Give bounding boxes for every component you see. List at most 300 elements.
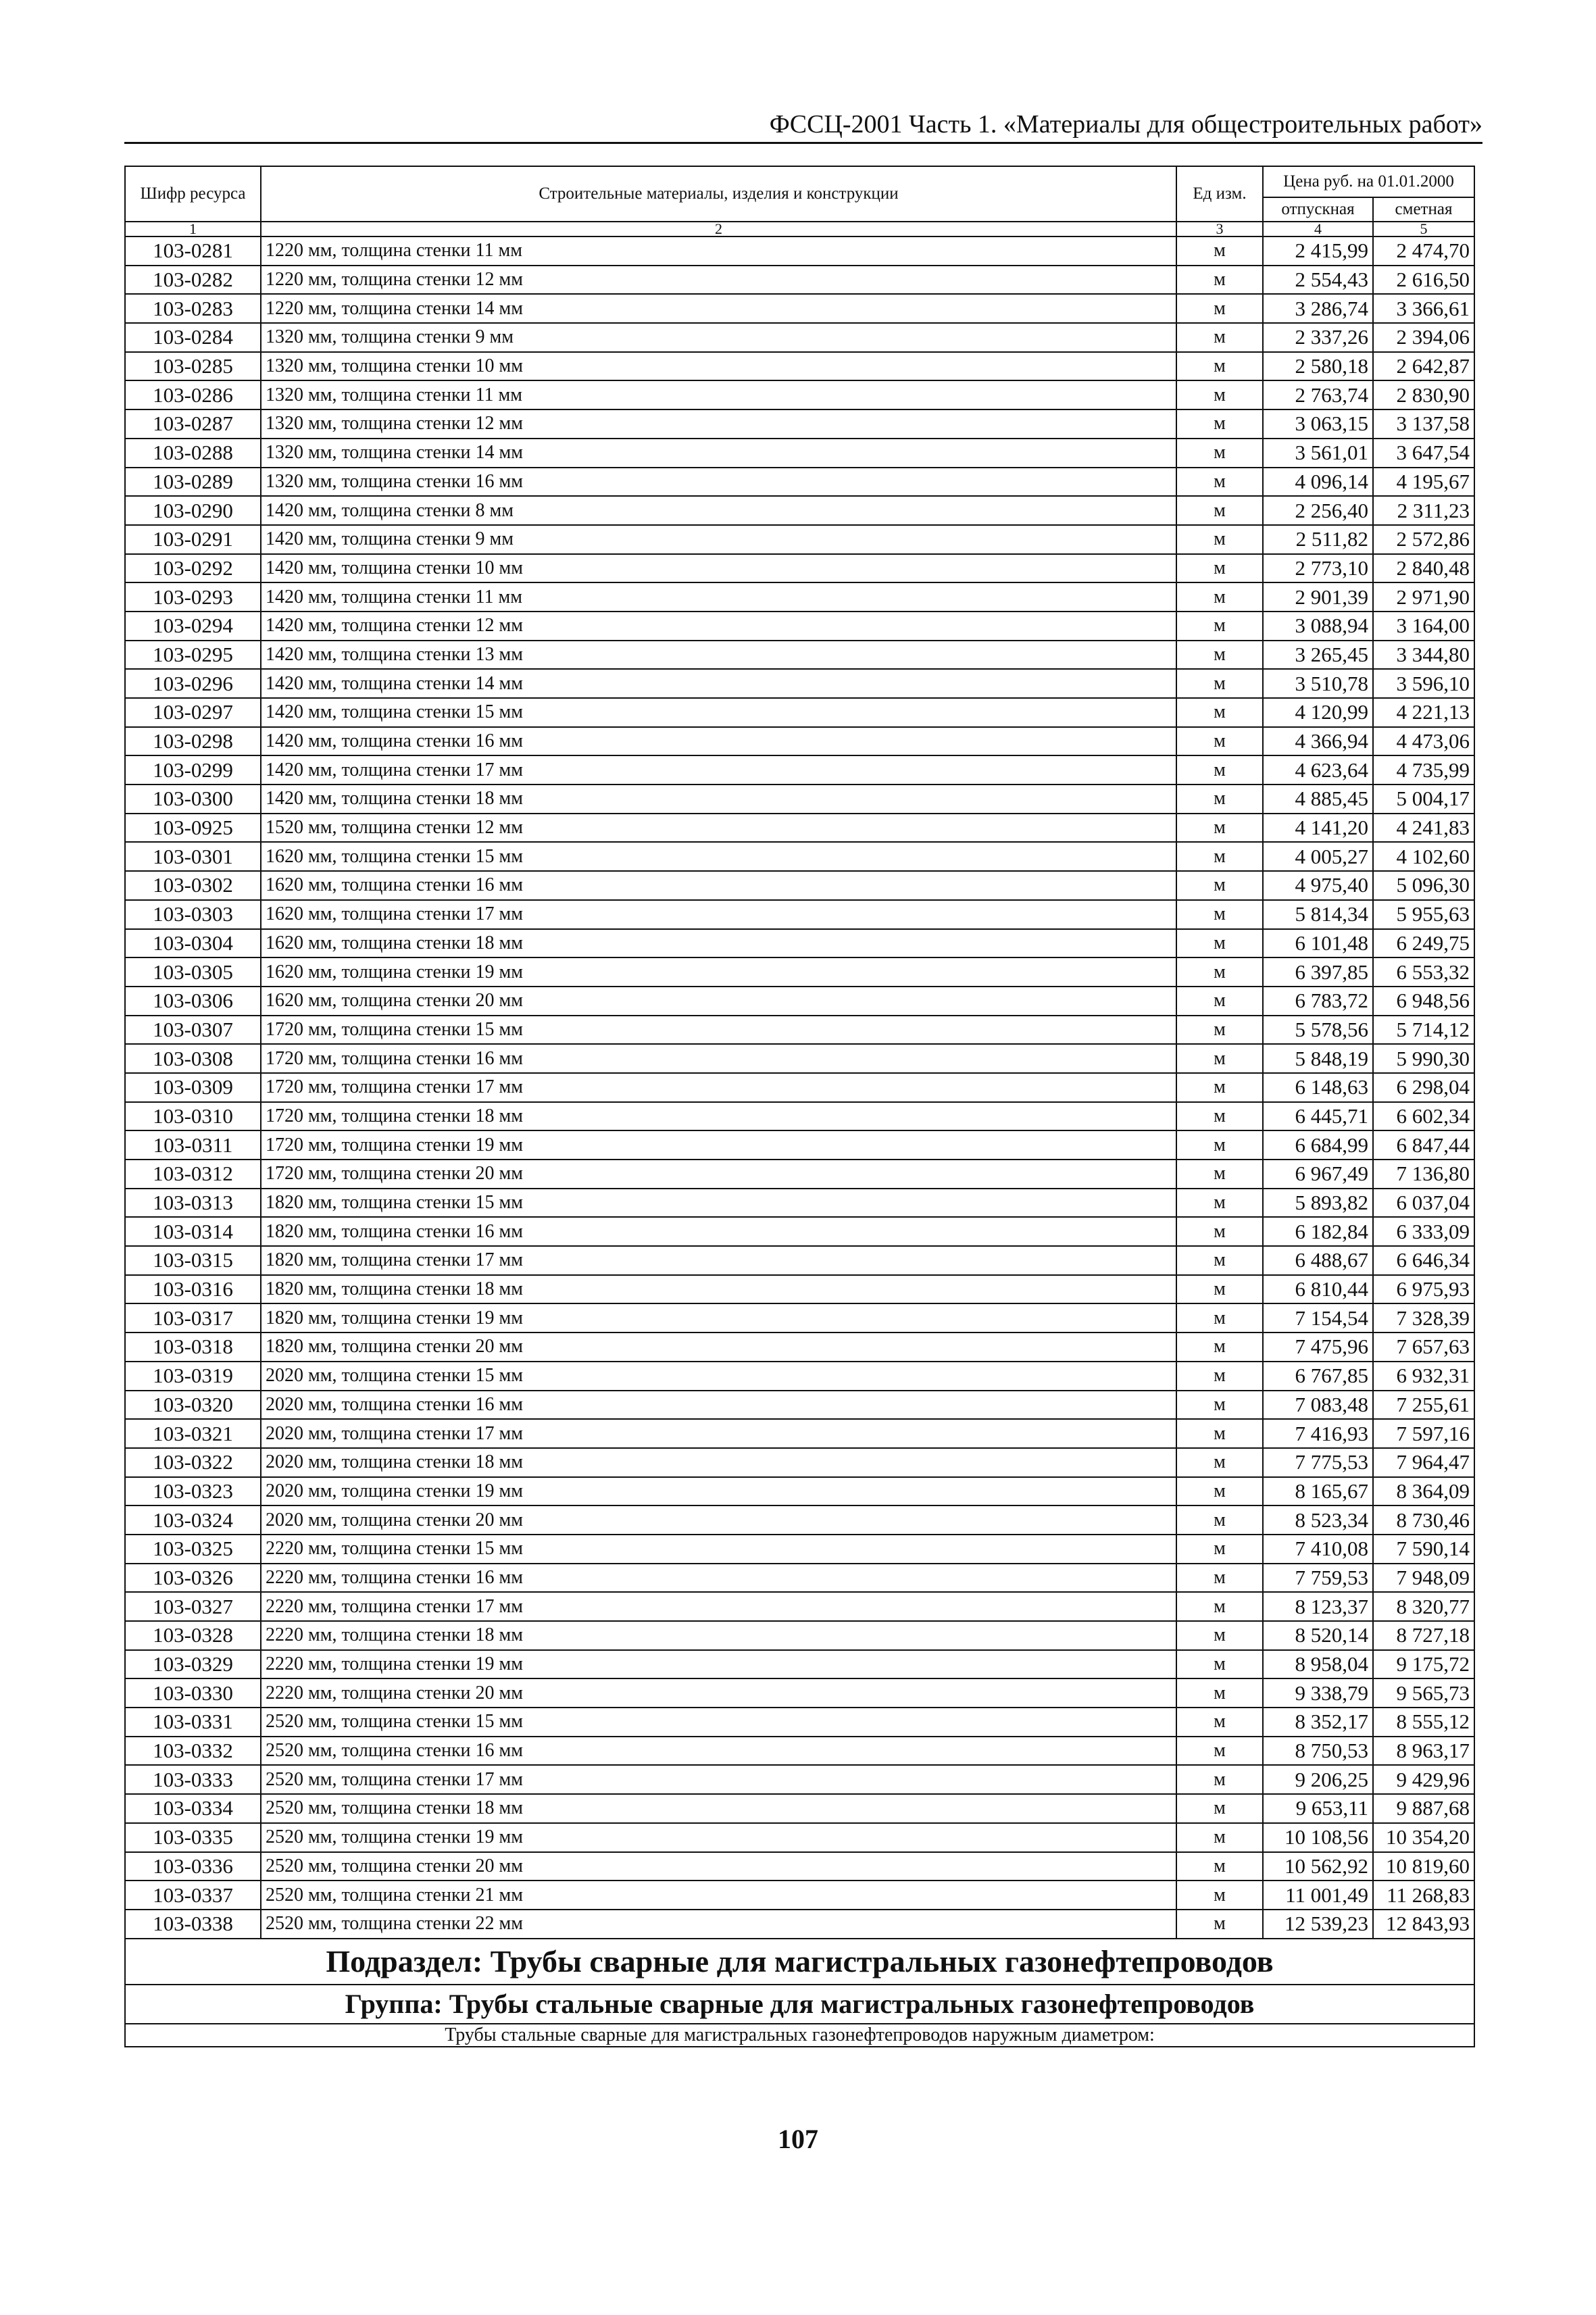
name-cell: 1320 мм, толщина стенки 11 мм: [261, 380, 1176, 409]
code-cell: 103-0281: [125, 237, 261, 266]
table-row: [125, 900, 1474, 929]
name-cell: 1420 мм, толщина стенки 18 мм: [261, 785, 1176, 814]
unit-cell: м: [1176, 266, 1263, 295]
release-price-cell: 11 001,49: [1263, 1881, 1373, 1910]
unit-cell: м: [1176, 1823, 1263, 1852]
name-cell: 1820 мм, толщина стенки 20 мм: [261, 1333, 1176, 1362]
table-row: [125, 409, 1474, 439]
code-cell: 103-0324: [125, 1505, 261, 1535]
estimate-price-cell: 2 572,86: [1373, 525, 1474, 554]
estimate-price-cell: 2 830,90: [1373, 380, 1474, 409]
code-cell: 103-0300: [125, 785, 261, 814]
estimate-price-cell: 4 473,06: [1373, 727, 1474, 756]
table-row: [125, 496, 1474, 525]
table-row: [125, 1765, 1474, 1794]
name-cell: 1620 мм, толщина стенки 20 мм: [261, 987, 1176, 1016]
code-cell: 103-0325: [125, 1535, 261, 1564]
estimate-price-cell: 6 333,09: [1373, 1217, 1474, 1246]
col-header-code: Шифр ресурса: [125, 166, 261, 222]
unit-cell: м: [1176, 698, 1263, 727]
unit-cell: м: [1176, 785, 1263, 814]
code-cell: 103-0321: [125, 1419, 261, 1448]
release-price-cell: 6 445,71: [1263, 1102, 1373, 1131]
header-rule: [124, 142, 1482, 144]
estimate-price-cell: 2 394,06: [1373, 323, 1474, 352]
col-header-unit: Ед изм.: [1176, 166, 1263, 222]
name-cell: 1820 мм, толщина стенки 18 мм: [261, 1275, 1176, 1304]
name-cell: 1220 мм, толщина стенки 11 мм: [261, 237, 1176, 266]
table-row: [125, 1391, 1474, 1420]
table-row: [125, 1650, 1474, 1679]
col-number: 1: [125, 222, 261, 237]
estimate-price-cell: 12 843,93: [1373, 1910, 1474, 1939]
code-cell: 103-0283: [125, 294, 261, 323]
estimate-price-cell: 6 037,04: [1373, 1189, 1474, 1218]
code-cell: 103-0319: [125, 1362, 261, 1391]
unit-cell: м: [1176, 1102, 1263, 1131]
name-cell: 2220 мм, толщина стенки 19 мм: [261, 1650, 1176, 1679]
unit-cell: м: [1176, 554, 1263, 583]
name-cell: 1420 мм, толщина стенки 8 мм: [261, 496, 1176, 525]
unit-cell: м: [1176, 525, 1263, 554]
estimate-price-cell: 8 963,17: [1373, 1737, 1474, 1766]
unit-cell: м: [1176, 1246, 1263, 1275]
table-row: [125, 814, 1474, 843]
estimate-price-cell: 4 241,83: [1373, 814, 1474, 843]
release-price-cell: 6 767,85: [1263, 1362, 1373, 1391]
table-row: [125, 612, 1474, 641]
table-row: [125, 1275, 1474, 1304]
release-price-cell: 2 511,82: [1263, 525, 1373, 554]
unit-cell: м: [1176, 1910, 1263, 1939]
unit-cell: м: [1176, 1794, 1263, 1823]
release-price-cell: 3 063,15: [1263, 409, 1373, 439]
table-row: [125, 1708, 1474, 1737]
unit-cell: м: [1176, 814, 1263, 843]
unit-cell: м: [1176, 1217, 1263, 1246]
name-cell: 1220 мм, толщина стенки 12 мм: [261, 266, 1176, 295]
name-cell: 1620 мм, толщина стенки 18 мм: [261, 929, 1176, 958]
code-cell: 103-0296: [125, 669, 261, 698]
name-cell: 1720 мм, толщина стенки 18 мм: [261, 1102, 1176, 1131]
unit-cell: м: [1176, 957, 1263, 987]
name-cell: 1620 мм, толщина стенки 16 мм: [261, 871, 1176, 900]
estimate-price-cell: 2 642,87: [1373, 352, 1474, 381]
estimate-price-cell: 2 971,90: [1373, 582, 1474, 612]
code-cell: 103-0308: [125, 1044, 261, 1073]
table-row: [125, 294, 1474, 323]
code-cell: 103-0309: [125, 1073, 261, 1102]
unit-cell: м: [1176, 1044, 1263, 1073]
name-cell: 2020 мм, толщина стенки 20 мм: [261, 1505, 1176, 1535]
name-cell: 1420 мм, толщина стенки 12 мм: [261, 612, 1176, 641]
name-cell: 1720 мм, толщина стенки 16 мм: [261, 1044, 1176, 1073]
release-price-cell: 8 165,67: [1263, 1477, 1373, 1506]
release-price-cell: 7 083,48: [1263, 1391, 1373, 1420]
code-cell: 103-0317: [125, 1303, 261, 1333]
estimate-price-cell: 10 819,60: [1373, 1852, 1474, 1881]
price-table: [124, 166, 1475, 2047]
release-price-cell: 8 123,37: [1263, 1592, 1373, 1621]
code-cell: 103-0337: [125, 1881, 261, 1910]
estimate-price-cell: 4 221,13: [1373, 698, 1474, 727]
release-price-cell: 2 415,99: [1263, 237, 1373, 266]
table-row: [125, 1303, 1474, 1333]
document-header: ФССЦ-2001 Часть 1. «Материалы для общестроительных работ»: [769, 110, 1482, 139]
estimate-price-cell: 10 354,20: [1373, 1823, 1474, 1852]
name-cell: 2520 мм, толщина стенки 18 мм: [261, 1794, 1176, 1823]
code-cell: 103-0288: [125, 439, 261, 468]
code-cell: 103-0290: [125, 496, 261, 525]
estimate-price-cell: 5 004,17: [1373, 785, 1474, 814]
unit-cell: м: [1176, 1303, 1263, 1333]
col-number: 3: [1176, 222, 1263, 237]
table-row: [125, 1016, 1474, 1045]
unit-cell: м: [1176, 1650, 1263, 1679]
table-row: [125, 237, 1474, 266]
code-cell: 103-0318: [125, 1333, 261, 1362]
code-cell: 103-0293: [125, 582, 261, 612]
name-cell: 1320 мм, толщина стенки 9 мм: [261, 323, 1176, 352]
table-row: [125, 1621, 1474, 1650]
estimate-price-cell: 8 555,12: [1373, 1708, 1474, 1737]
estimate-price-cell: 7 964,47: [1373, 1448, 1474, 1477]
table-row: [125, 727, 1474, 756]
unit-cell: м: [1176, 1881, 1263, 1910]
unit-cell: м: [1176, 1160, 1263, 1189]
col-number: 5: [1373, 222, 1474, 237]
name-cell: 1420 мм, толщина стенки 16 мм: [261, 727, 1176, 756]
estimate-price-cell: 8 364,09: [1373, 1477, 1474, 1506]
estimate-price-cell: 4 102,60: [1373, 842, 1474, 871]
code-cell: 103-0305: [125, 957, 261, 987]
table-row: [125, 1044, 1474, 1073]
table-row: [125, 669, 1474, 698]
estimate-price-cell: 3 596,10: [1373, 669, 1474, 698]
release-price-cell: 2 773,10: [1263, 554, 1373, 583]
unit-cell: м: [1176, 409, 1263, 439]
code-cell: 103-0311: [125, 1130, 261, 1160]
table-row: [125, 929, 1474, 958]
unit-cell: м: [1176, 1708, 1263, 1737]
unit-cell: м: [1176, 380, 1263, 409]
estimate-price-cell: 6 646,34: [1373, 1246, 1474, 1275]
estimate-price-cell: 2 311,23: [1373, 496, 1474, 525]
release-price-cell: 7 416,93: [1263, 1419, 1373, 1448]
estimate-price-cell: 7 597,16: [1373, 1419, 1474, 1448]
name-cell: 1720 мм, толщина стенки 15 мм: [261, 1016, 1176, 1045]
table-row: [125, 1362, 1474, 1391]
name-cell: 2020 мм, толщина стенки 15 мм: [261, 1362, 1176, 1391]
table-row: [125, 842, 1474, 871]
release-price-cell: 7 154,54: [1263, 1303, 1373, 1333]
code-cell: 103-0291: [125, 525, 261, 554]
unit-cell: м: [1176, 1678, 1263, 1708]
name-cell: 2020 мм, толщина стенки 16 мм: [261, 1391, 1176, 1420]
unit-cell: м: [1176, 323, 1263, 352]
estimate-price-cell: 6 975,93: [1373, 1275, 1474, 1304]
name-cell: 1720 мм, толщина стенки 19 мм: [261, 1130, 1176, 1160]
name-cell: 1820 мм, толщина стенки 15 мм: [261, 1189, 1176, 1218]
code-cell: 103-0306: [125, 987, 261, 1016]
code-cell: 103-0295: [125, 641, 261, 670]
code-cell: 103-0314: [125, 1217, 261, 1246]
release-price-cell: 4 623,64: [1263, 755, 1373, 785]
estimate-price-cell: 8 730,46: [1373, 1505, 1474, 1535]
release-price-cell: 6 182,84: [1263, 1217, 1373, 1246]
code-cell: 103-0326: [125, 1564, 261, 1593]
table-row: [125, 1852, 1474, 1881]
col-header-price-estimate: сметная: [1373, 197, 1474, 222]
table-row: [125, 1130, 1474, 1160]
name-cell: 1720 мм, толщина стенки 17 мм: [261, 1073, 1176, 1102]
estimate-price-cell: 7 136,80: [1373, 1160, 1474, 1189]
unit-cell: м: [1176, 1362, 1263, 1391]
estimate-price-cell: 6 602,34: [1373, 1102, 1474, 1131]
table-row: [125, 1073, 1474, 1102]
subsection-title: Подраздел: Трубы сварные для магистральных газонефтепроводов: [125, 1939, 1474, 1985]
estimate-price-cell: 3 164,00: [1373, 612, 1474, 641]
release-price-cell: 8 750,53: [1263, 1737, 1373, 1766]
table-row: [125, 1246, 1474, 1275]
name-cell: 1420 мм, толщина стенки 9 мм: [261, 525, 1176, 554]
code-cell: 103-0310: [125, 1102, 261, 1131]
release-price-cell: 6 967,49: [1263, 1160, 1373, 1189]
name-cell: 2520 мм, толщина стенки 21 мм: [261, 1881, 1176, 1910]
unit-cell: м: [1176, 352, 1263, 381]
unit-cell: м: [1176, 1275, 1263, 1304]
name-cell: 2020 мм, толщина стенки 18 мм: [261, 1448, 1176, 1477]
release-price-cell: 6 397,85: [1263, 957, 1373, 987]
name-cell: 1320 мм, толщина стенки 12 мм: [261, 409, 1176, 439]
unit-cell: м: [1176, 439, 1263, 468]
estimate-price-cell: 5 714,12: [1373, 1016, 1474, 1045]
name-cell: 1820 мм, толщина стенки 16 мм: [261, 1217, 1176, 1246]
unit-cell: м: [1176, 1564, 1263, 1593]
code-cell: 103-0328: [125, 1621, 261, 1650]
estimate-price-cell: 3 344,80: [1373, 641, 1474, 670]
table-row: [125, 1678, 1474, 1708]
unit-cell: м: [1176, 496, 1263, 525]
name-cell: 2020 мм, толщина стенки 17 мм: [261, 1419, 1176, 1448]
name-cell: 1320 мм, толщина стенки 10 мм: [261, 352, 1176, 381]
table-row: [125, 439, 1474, 468]
release-price-cell: 12 539,23: [1263, 1910, 1373, 1939]
table-row: [125, 871, 1474, 900]
release-price-cell: 2 901,39: [1263, 582, 1373, 612]
code-cell: 103-0282: [125, 266, 261, 295]
code-cell: 103-0330: [125, 1678, 261, 1708]
release-price-cell: 3 265,45: [1263, 641, 1373, 670]
code-cell: 103-0322: [125, 1448, 261, 1477]
release-price-cell: 3 510,78: [1263, 669, 1373, 698]
table-row: [125, 1505, 1474, 1535]
table-row: [125, 957, 1474, 987]
table-row: [125, 1564, 1474, 1593]
unit-cell: м: [1176, 294, 1263, 323]
table-row: [125, 323, 1474, 352]
col-header-name: Строительные материалы, изделия и конструкции: [261, 166, 1176, 222]
release-price-cell: 4 141,20: [1263, 814, 1373, 843]
group-title: Группа: Трубы стальные сварные для магистральных газонефтепроводов: [125, 1985, 1474, 2024]
estimate-price-cell: 7 948,09: [1373, 1564, 1474, 1593]
release-price-cell: 3 088,94: [1263, 612, 1373, 641]
release-price-cell: 6 783,72: [1263, 987, 1373, 1016]
unit-cell: м: [1176, 1016, 1263, 1045]
unit-cell: м: [1176, 929, 1263, 958]
code-cell: 103-0292: [125, 554, 261, 583]
name-cell: 2520 мм, толщина стенки 19 мм: [261, 1823, 1176, 1852]
code-cell: 103-0297: [125, 698, 261, 727]
name-cell: 1820 мм, толщина стенки 19 мм: [261, 1303, 1176, 1333]
code-cell: 103-0316: [125, 1275, 261, 1304]
table-row: [125, 1477, 1474, 1506]
table-row: [125, 1794, 1474, 1823]
table-row: [125, 1823, 1474, 1852]
release-price-cell: 7 775,53: [1263, 1448, 1373, 1477]
table-row: [125, 554, 1474, 583]
unit-cell: м: [1176, 1130, 1263, 1160]
col-header-price: Цена руб. на 01.01.2000: [1263, 166, 1474, 197]
release-price-cell: 8 958,04: [1263, 1650, 1373, 1679]
estimate-price-cell: 5 990,30: [1373, 1044, 1474, 1073]
release-price-cell: 10 108,56: [1263, 1823, 1373, 1852]
unit-cell: м: [1176, 727, 1263, 756]
release-price-cell: 4 096,14: [1263, 468, 1373, 497]
estimate-price-cell: 9 887,68: [1373, 1794, 1474, 1823]
col-number: 2: [261, 222, 1176, 237]
code-cell: 103-0286: [125, 380, 261, 409]
name-cell: 1420 мм, толщина стенки 10 мм: [261, 554, 1176, 583]
release-price-cell: 4 366,94: [1263, 727, 1373, 756]
unit-cell: м: [1176, 1333, 1263, 1362]
release-price-cell: 2 554,43: [1263, 266, 1373, 295]
unit-cell: м: [1176, 1765, 1263, 1794]
code-cell: 103-0284: [125, 323, 261, 352]
code-cell: 103-0303: [125, 900, 261, 929]
unit-cell: м: [1176, 1737, 1263, 1766]
release-price-cell: 6 488,67: [1263, 1246, 1373, 1275]
name-cell: 1320 мм, толщина стенки 16 мм: [261, 468, 1176, 497]
table-row: [125, 380, 1474, 409]
release-price-cell: 7 475,96: [1263, 1333, 1373, 1362]
name-cell: 1620 мм, толщина стенки 17 мм: [261, 900, 1176, 929]
unit-cell: м: [1176, 1477, 1263, 1506]
unit-cell: м: [1176, 1535, 1263, 1564]
estimate-price-cell: 6 553,32: [1373, 957, 1474, 987]
name-cell: 1620 мм, толщина стенки 15 мм: [261, 842, 1176, 871]
estimate-price-cell: 6 298,04: [1373, 1073, 1474, 1102]
estimate-price-cell: 5 096,30: [1373, 871, 1474, 900]
estimate-price-cell: 9 175,72: [1373, 1650, 1474, 1679]
unit-cell: м: [1176, 1852, 1263, 1881]
name-cell: 1820 мм, толщина стенки 17 мм: [261, 1246, 1176, 1275]
code-cell: 103-0294: [125, 612, 261, 641]
table-row: [125, 1910, 1474, 1939]
release-price-cell: 2 580,18: [1263, 352, 1373, 381]
code-cell: 103-0312: [125, 1160, 261, 1189]
page-number: 107: [778, 2124, 818, 2154]
code-cell: 103-0301: [125, 842, 261, 871]
col-header-price-release: отпускная: [1263, 197, 1373, 222]
unit-cell: м: [1176, 987, 1263, 1016]
table-row: [125, 525, 1474, 554]
name-cell: 1420 мм, толщина стенки 15 мм: [261, 698, 1176, 727]
release-price-cell: 5 848,19: [1263, 1044, 1373, 1073]
code-cell: 103-0315: [125, 1246, 261, 1275]
estimate-price-cell: 3 366,61: [1373, 294, 1474, 323]
name-cell: 2520 мм, толщина стенки 17 мм: [261, 1765, 1176, 1794]
name-cell: 1420 мм, толщина стенки 17 мм: [261, 755, 1176, 785]
code-cell: 103-0332: [125, 1737, 261, 1766]
table-row: [125, 1881, 1474, 1910]
release-price-cell: 8 352,17: [1263, 1708, 1373, 1737]
code-cell: 103-0327: [125, 1592, 261, 1621]
release-price-cell: 9 206,25: [1263, 1765, 1373, 1794]
unit-cell: м: [1176, 1189, 1263, 1218]
table-row: [125, 785, 1474, 814]
estimate-price-cell: 4 195,67: [1373, 468, 1474, 497]
estimate-price-cell: 7 255,61: [1373, 1391, 1474, 1420]
code-cell: 103-0302: [125, 871, 261, 900]
code-cell: 103-0333: [125, 1765, 261, 1794]
estimate-price-cell: 4 735,99: [1373, 755, 1474, 785]
name-cell: 2220 мм, толщина стенки 16 мм: [261, 1564, 1176, 1593]
release-price-cell: 4 120,99: [1263, 698, 1373, 727]
name-cell: 1420 мм, толщина стенки 11 мм: [261, 582, 1176, 612]
release-price-cell: 4 975,40: [1263, 871, 1373, 900]
group-note: Трубы стальные сварные для магистральных газонефтепроводов наружным диаметром:: [125, 2024, 1474, 2047]
table-row: [125, 641, 1474, 670]
code-cell: 103-0307: [125, 1016, 261, 1045]
code-cell: 103-0289: [125, 468, 261, 497]
name-cell: 1620 мм, толщина стенки 19 мм: [261, 957, 1176, 987]
release-price-cell: 9 653,11: [1263, 1794, 1373, 1823]
estimate-price-cell: 7 328,39: [1373, 1303, 1474, 1333]
estimate-price-cell: 6 249,75: [1373, 929, 1474, 958]
name-cell: 2520 мм, толщина стенки 22 мм: [261, 1910, 1176, 1939]
name-cell: 1420 мм, толщина стенки 13 мм: [261, 641, 1176, 670]
name-cell: 2220 мм, толщина стенки 15 мм: [261, 1535, 1176, 1564]
estimate-price-cell: 2 616,50: [1373, 266, 1474, 295]
code-cell: 103-0925: [125, 814, 261, 843]
table-row: [125, 1217, 1474, 1246]
table-row: [125, 1592, 1474, 1621]
name-cell: 2520 мм, толщина стенки 20 мм: [261, 1852, 1176, 1881]
table-row: [125, 698, 1474, 727]
table-row: [125, 1448, 1474, 1477]
release-price-cell: 5 578,56: [1263, 1016, 1373, 1045]
unit-cell: м: [1176, 871, 1263, 900]
estimate-price-cell: 2 840,48: [1373, 554, 1474, 583]
release-price-cell: 7 410,08: [1263, 1535, 1373, 1564]
table-row: [125, 755, 1474, 785]
unit-cell: м: [1176, 612, 1263, 641]
release-price-cell: 7 759,53: [1263, 1564, 1373, 1593]
unit-cell: м: [1176, 1505, 1263, 1535]
release-price-cell: 4 885,45: [1263, 785, 1373, 814]
estimate-price-cell: 2 474,70: [1373, 237, 1474, 266]
release-price-cell: 5 814,34: [1263, 900, 1373, 929]
table-row: [125, 266, 1474, 295]
estimate-price-cell: 9 429,96: [1373, 1765, 1474, 1794]
code-cell: 103-0338: [125, 1910, 261, 1939]
code-cell: 103-0323: [125, 1477, 261, 1506]
name-cell: 2220 мм, толщина стенки 18 мм: [261, 1621, 1176, 1650]
table-row: [125, 1333, 1474, 1362]
release-price-cell: 4 005,27: [1263, 842, 1373, 871]
unit-cell: м: [1176, 468, 1263, 497]
